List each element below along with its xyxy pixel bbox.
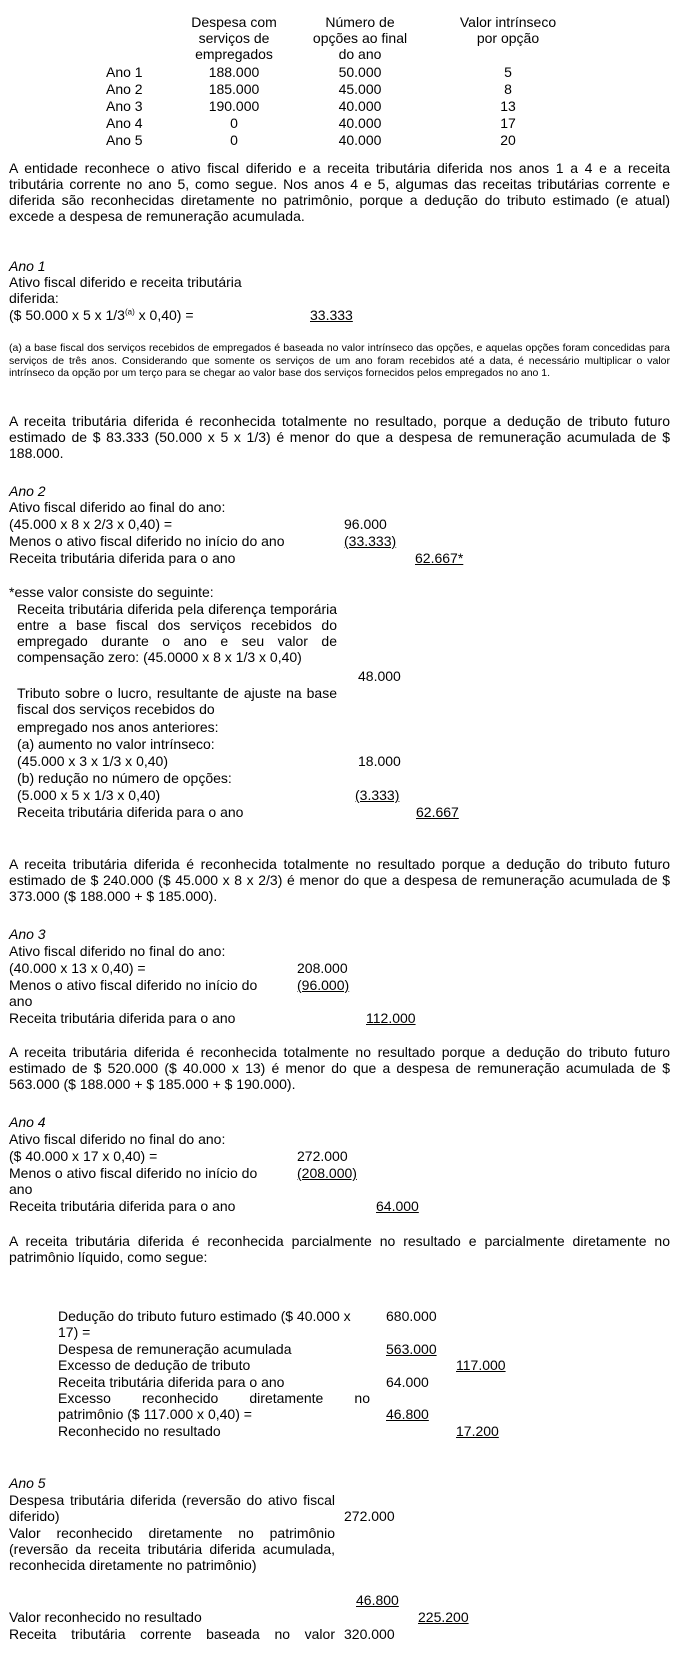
row-options: 40.000 bbox=[338, 132, 382, 148]
ano5-line3: Valor reconhecido no resultado bbox=[9, 1609, 202, 1625]
row-expense: 188.000 bbox=[208, 64, 260, 80]
table-row bbox=[106, 64, 143, 80]
ano2-note-1-amount: 48.000 bbox=[358, 668, 401, 684]
ano4-sub-line1: Dedução do tributo futuro estimado ($ 40.000 x bbox=[58, 1308, 351, 1324]
ano2-line2: (45.000 x 8 x 2/3 x 0,40) = bbox=[9, 516, 173, 532]
ano2-note-2: Tributo sobre o lucro, resultante de ajuste na base fiscal dos serviços recebidos do bbox=[17, 685, 337, 717]
ano5-line4: Receita tributária corrente baseada no valor bbox=[9, 1626, 335, 1642]
ano4-sub-line3: Excesso de dedução de tributo bbox=[58, 1357, 251, 1373]
ano4-sub-line5b: patrimônio ($ 117.000 x 0,40) = bbox=[58, 1406, 252, 1422]
ano5-line2-amount: 46.800 bbox=[356, 1592, 399, 1608]
row-value: 20 bbox=[500, 132, 516, 148]
ano3-line2: (40.000 x 13 x 0,40) = bbox=[9, 960, 146, 976]
ano4-line3b: ano bbox=[9, 1181, 33, 1197]
ano5-line3-amount: 225.200 bbox=[418, 1609, 469, 1625]
ano4-line2-amount: 272.000 bbox=[297, 1148, 348, 1164]
ano5-line1-amount: 272.000 bbox=[344, 1508, 395, 1524]
ano3-line1: Ativo fiscal diferido no final do ano: bbox=[9, 943, 226, 959]
ano4-line3-amount: (208.000) bbox=[297, 1165, 357, 1181]
ano3-line4: Receita tributária diferida para o ano bbox=[9, 1010, 236, 1026]
ano2-note-1: Receita tributária diferida pela diferença temporária entre a base fiscal dos serviços recebidos do empregado durante o ano e seu valor de compensação zero: (45.0000 x 8 x 1/3 x 0,40) bbox=[17, 601, 337, 665]
ano4-sub-line1-amount: 680.000 bbox=[386, 1308, 437, 1324]
ano3-line4-amount: 112.000 bbox=[366, 1010, 416, 1026]
row-value: 13 bbox=[500, 98, 516, 114]
ano1-footnote: (a) a base fiscal dos serviços recebidos de empregados é baseada no valor intrínseco das opções, e aquelas opções foram concedidas para serviços de três anos. Considerando que somente os serviços de um ano foram recebidos até a data, é necessário multiplicar o valor intrínseco da opção por um terço para se chegar ao valor base dos serviços fornecidos pelos empregados no ano 1. bbox=[9, 342, 670, 379]
row-year: Ano 3 bbox=[106, 98, 143, 114]
ano3-line3-amount: (96.000) bbox=[297, 977, 350, 993]
row-expense: 190.000 bbox=[208, 98, 260, 114]
header-line: Número de bbox=[325, 14, 395, 30]
intro-paragraph: A entidade reconhece o ativo fiscal diferido e a receita tributária diferida nos anos 1 a 4 e a receita tributária corrente no ano 5, como segue. Nos anos 4 e 5, algumas das receitas tributárias corrente e diferida são reconhecidas diretamente no patrimônio, porque a dedução do tributo estimado (e atual) excede a despesa de remuneração acumulada. bbox=[9, 160, 670, 224]
ano3-line3b: ano bbox=[9, 993, 33, 1009]
row-year: Ano 2 bbox=[106, 81, 143, 97]
ano1-amount: 33.333 bbox=[310, 307, 353, 323]
header-line: Despesa com bbox=[191, 14, 277, 30]
row-options: 40.000 bbox=[338, 98, 382, 114]
ano4-sub-line2: Despesa de remuneração acumulada bbox=[58, 1341, 292, 1357]
ano2-note-4b: (5.000 x 5 x 1/3 x 0,40) bbox=[17, 787, 161, 803]
row-options: 40.000 bbox=[338, 115, 382, 131]
ano2-note-3-amount: 18.000 bbox=[358, 753, 401, 769]
ano4-line3: Menos o ativo fiscal diferido no início do bbox=[9, 1165, 258, 1181]
row-value: 8 bbox=[504, 81, 512, 97]
row-expense: 0 bbox=[230, 132, 238, 148]
ano2-line4-amount: 62.667* bbox=[415, 550, 464, 566]
ano1-paragraph: A receita tributária diferida é reconhecida totalmente no resultado, porque a dedução de tributo futuro estimado de $ 83.333 (50.000 x 5 x 1/3) é menor do que a despesa de remuneração acumulada de $ 188.000. bbox=[9, 413, 670, 461]
row-expense: 0 bbox=[230, 115, 238, 131]
header-line: do ano bbox=[338, 46, 382, 62]
ano2-note-heading: *esse valor consiste do seguinte: bbox=[9, 584, 214, 600]
ano1-heading: Ano 1 bbox=[9, 258, 46, 274]
ano2-heading: Ano 2 bbox=[9, 483, 46, 499]
ano4-sub-line5-amount: 46.800 bbox=[386, 1406, 429, 1422]
ano2-note-4-amount: (3.333) bbox=[355, 787, 400, 803]
row-value: 5 bbox=[504, 64, 512, 80]
ano2-line3: Menos o ativo fiscal diferido no início do ano bbox=[9, 533, 285, 549]
ano2-note-5: Receita tributária diferida para o ano bbox=[17, 804, 244, 820]
ano2-note-4: (b) redução no número de opções: bbox=[17, 770, 232, 786]
ano4-sub-line4-amount: 64.000 bbox=[386, 1374, 429, 1390]
ano5-line2: Valor reconhecido diretamente no patrimônio (reversão da receita tributária diferida acumulada, reconhecida diretamente no patrimônio) bbox=[9, 1525, 335, 1573]
row-options: 45.000 bbox=[338, 81, 382, 97]
ano1-line1: Ativo fiscal diferido e receita tributária bbox=[9, 274, 242, 290]
row-options: 50.000 bbox=[338, 64, 382, 80]
col-header-options bbox=[300, 14, 420, 62]
ano4-line4-amount: 64.000 bbox=[376, 1198, 419, 1214]
ano4-line2: ($ 40.000 x 17 x 0,40) = bbox=[9, 1148, 158, 1164]
header-line: empregados bbox=[195, 46, 273, 62]
formula-text: ($ 50.000 x 5 x 1/3 bbox=[9, 307, 125, 323]
ano4-sub-line1b: 17) = bbox=[58, 1324, 91, 1340]
footnote-ref: (a) bbox=[124, 307, 135, 317]
ano2-note-5-amount: 62.667 bbox=[416, 804, 459, 820]
header-line: opções ao final bbox=[312, 30, 408, 46]
ano4-sub-line6: Reconhecido no resultado bbox=[58, 1423, 221, 1439]
ano2-paragraph: A receita tributária diferida é reconhecida totalmente no resultado porque a dedução do tributo futuro estimado de $ 240.000 ($ 45.000 x 8 x 2/3) é menor do que a despesa de remuneração acumulada de $ 373.000 ($ 188.000 + $ 185.000). bbox=[9, 856, 670, 904]
ano2-note-3b: (45.000 x 3 x 1/3 x 0,40) bbox=[17, 753, 168, 769]
ano3-heading: Ano 3 bbox=[9, 926, 46, 942]
col-header-intrinsic-value bbox=[448, 14, 568, 46]
row-expense: 185.000 bbox=[208, 81, 260, 97]
ano4-heading: Ano 4 bbox=[9, 1114, 46, 1130]
row-year: Ano 1 bbox=[106, 64, 143, 80]
ano4-paragraph: A receita tributária diferida é reconhecida parcialmente no resultado e parcialmente diretamente no patrimônio líquido, como segue: bbox=[9, 1233, 670, 1265]
ano4-line1: Ativo fiscal diferido no final do ano: bbox=[9, 1131, 226, 1147]
ano5-line1: Despesa tributária diferida (reversão do ativo fiscal diferido) bbox=[9, 1492, 335, 1524]
ano3-paragraph: A receita tributária diferida é reconhecida totalmente no resultado porque a dedução do tributo futuro estimado de $ 520.000 ($ 40.000 x 13) é menor do que a despesa de remuneração acumulada de $ 563.000 ($ 188.000 + $ 185.000 + $ 190.000). bbox=[9, 1044, 670, 1092]
ano2-line4: Receita tributária diferida para o ano bbox=[9, 550, 236, 566]
ano2-line3-amount: (33.333) bbox=[344, 533, 397, 549]
ano4-sub-line2-amount: 563.000 bbox=[386, 1341, 437, 1357]
ano3-line2-amount: 208.000 bbox=[297, 960, 348, 976]
row-year: Ano 4 bbox=[106, 115, 143, 131]
row-year: Ano 5 bbox=[106, 132, 143, 148]
ano2-line2-amount: 96.000 bbox=[344, 516, 387, 532]
ano5-heading: Ano 5 bbox=[9, 1475, 46, 1491]
col-header-expense bbox=[180, 14, 288, 62]
ano4-sub-line4: Receita tributária diferida para o ano bbox=[58, 1374, 285, 1390]
ano1-line2: diferida: bbox=[9, 290, 59, 306]
ano2-note-2b: empregado nos anos anteriores: bbox=[17, 719, 219, 735]
formula-text: x 0,40) = bbox=[134, 307, 194, 323]
header-line: Valor intrínseco bbox=[459, 14, 557, 30]
ano4-sub-line6-amount: 17.200 bbox=[456, 1423, 499, 1439]
ano1-formula bbox=[9, 307, 194, 323]
row-value: 17 bbox=[500, 115, 516, 131]
header-line: por opção bbox=[476, 30, 540, 46]
ano2-line1: Ativo fiscal diferido ao final do ano: bbox=[9, 499, 226, 515]
header-line: serviços de bbox=[198, 30, 270, 46]
ano2-note-3: (a) aumento no valor intrínseco: bbox=[17, 736, 215, 752]
ano4-sub-line5: Excesso reconhecido diretamente no bbox=[58, 1390, 370, 1406]
ano4-sub-line3-amount: 117.000 bbox=[456, 1357, 506, 1373]
ano4-line4: Receita tributária diferida para o ano bbox=[9, 1198, 236, 1214]
ano5-line4-amount: 320.000 bbox=[344, 1626, 395, 1642]
ano3-line3: Menos o ativo fiscal diferido no início do bbox=[9, 977, 258, 993]
